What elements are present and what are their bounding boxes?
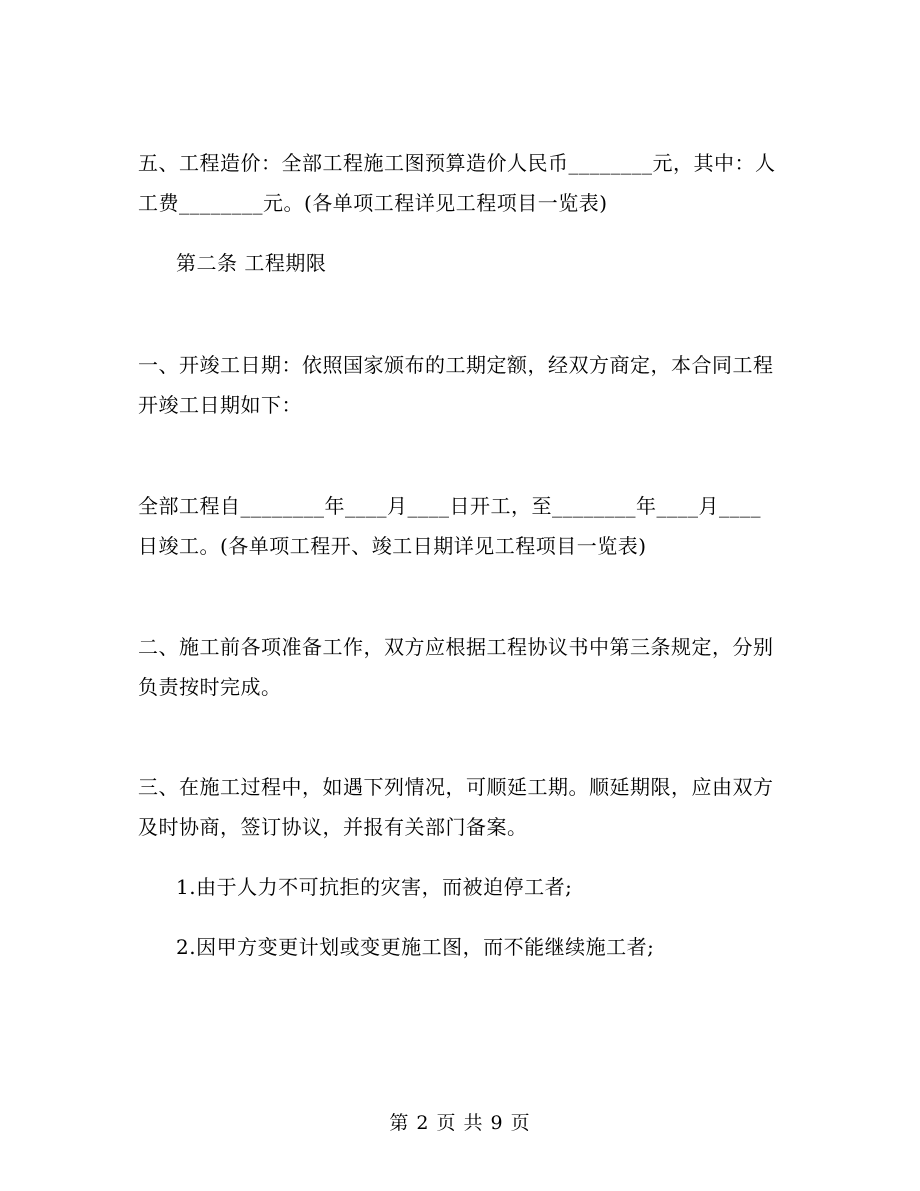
paragraph-preparation-work: 二、施工前各项准备工作，双方应根据工程协议书中第三条规定，分别负责按时完成。: [138, 635, 774, 699]
paragraph-project-cost: 五、工程造价：全部工程施工图预算造价人民币________元，其中：人工费________元。(各单项工程详见工程项目一览表): [138, 151, 776, 215]
list-item-plan-change: 2.因甲方变更计划或变更施工图，而不能继续施工者;: [176, 935, 655, 959]
page-number-footer: 第 2 页 共 9 页: [389, 1112, 531, 1134]
list-item-force-majeure: 1.由于人力不可抗拒的灾害，而被迫停工者;: [176, 875, 573, 899]
paragraph-overall-schedule: 全部工程自________年____月____日开工，至________年____月____日竣工。(各单项工程开、竣工日期详见工程项目一览表): [138, 494, 761, 558]
paragraph-start-completion-dates: 一、开竣工日期：依照国家颁布的工期定额，经双方商定，本合同工程开竣工日期如下：: [138, 353, 774, 417]
paragraph-extension-conditions: 三、在施工过程中，如遇下列情况，可顺延工期。顺延期限，应由双方及时协商，签订协议，并报有关部门备案。: [138, 775, 774, 839]
section-heading-project-duration: 第二条 工程期限: [176, 251, 327, 275]
